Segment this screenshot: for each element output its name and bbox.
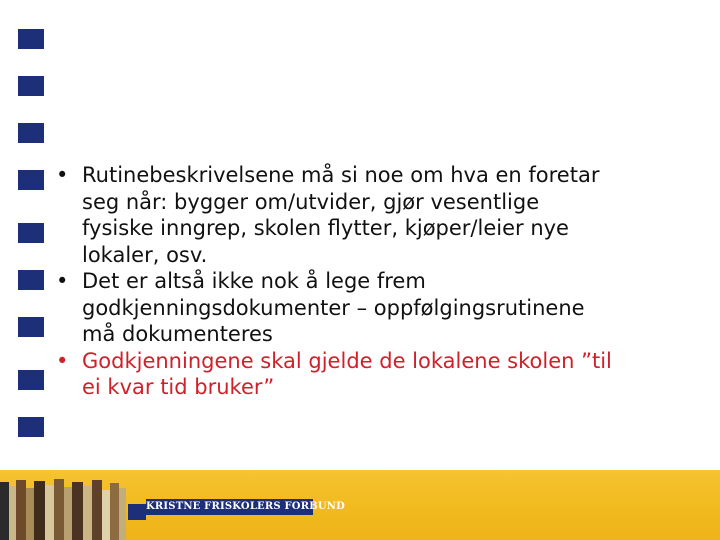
side-square bbox=[18, 29, 44, 49]
book-spine bbox=[72, 482, 83, 540]
book-spine bbox=[0, 482, 9, 540]
book-spine bbox=[119, 488, 126, 540]
bullet-item bbox=[50, 162, 710, 268]
book-spine bbox=[64, 487, 72, 540]
book-spine bbox=[83, 486, 92, 540]
book-spine bbox=[92, 480, 102, 540]
book-spine bbox=[16, 480, 26, 540]
bullet-line: må dokumenteres bbox=[82, 322, 273, 346]
book-spine bbox=[102, 490, 110, 540]
side-square bbox=[18, 223, 44, 243]
bullet-line: fysiske inngrep, skolen flytter, kjøper/leier nye bbox=[82, 216, 569, 240]
bullet-list bbox=[50, 162, 710, 401]
bullet-line: seg når: bygger om/utvider, gjør vesentlige bbox=[82, 189, 540, 214]
book-spine bbox=[45, 485, 54, 540]
bullet-line: Det er altså ikke nok å lege frem bbox=[82, 269, 426, 293]
bullet-line: lokaler, osv. bbox=[82, 242, 208, 267]
side-square bbox=[18, 170, 44, 190]
side-square-column bbox=[18, 29, 44, 439]
bullet-item bbox=[50, 268, 710, 348]
book-spine bbox=[110, 483, 119, 540]
book-spine bbox=[34, 481, 45, 540]
bullet-line: Godkjenningene skal gjelde de lokalene skolen ”til bbox=[82, 348, 612, 373]
side-square bbox=[18, 417, 44, 437]
book-spine bbox=[9, 486, 16, 540]
organization-logo: KRISTNE FRISKOLERS FORBUND bbox=[146, 499, 313, 515]
side-square bbox=[18, 123, 44, 143]
logo-square bbox=[128, 504, 146, 520]
bullet-item-highlighted bbox=[50, 348, 710, 401]
book-spine bbox=[54, 479, 64, 540]
bullet-dot: • bbox=[56, 163, 69, 187]
bullet-line: ei kvar tid bruker” bbox=[82, 375, 275, 399]
side-square bbox=[18, 270, 44, 290]
side-square bbox=[18, 370, 44, 390]
book-spine bbox=[26, 488, 34, 540]
bullet-dot: • bbox=[56, 269, 69, 293]
side-square bbox=[18, 317, 44, 337]
books-image bbox=[0, 478, 126, 540]
side-square bbox=[18, 76, 44, 96]
bullet-line: Rutinebeskrivelsene må si noe om hva en foretar bbox=[82, 163, 600, 187]
bullet-dot: • bbox=[56, 348, 69, 373]
bullet-line: godkjenningsdokumenter – oppfølgingsrutinene bbox=[82, 295, 585, 320]
